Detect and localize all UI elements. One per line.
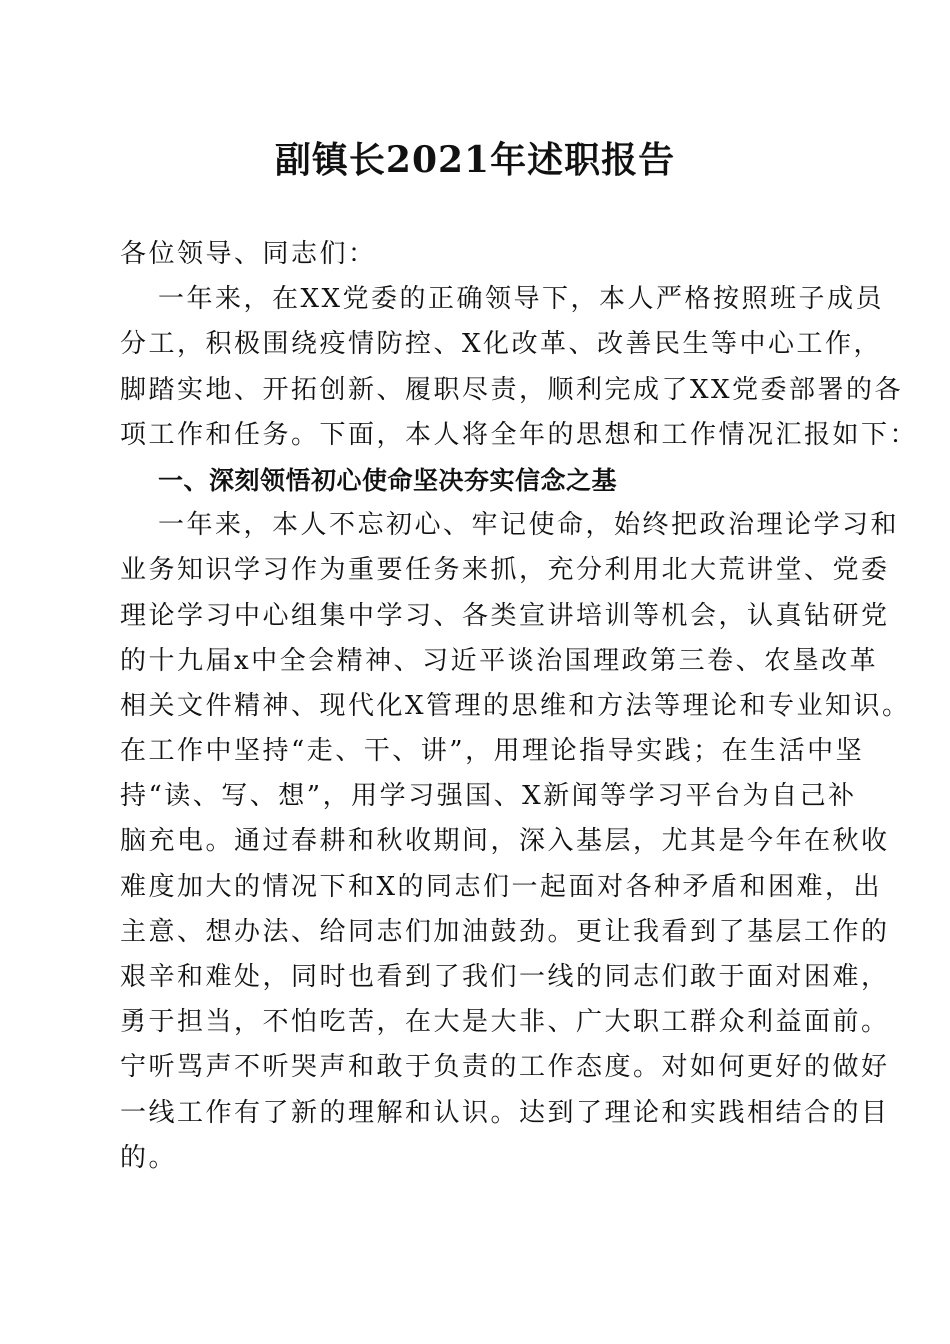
paragraph-line: 在工作中坚持“走、干、讲”，用理论指导实践；在生活中坚 bbox=[120, 736, 865, 767]
paragraph-line: 相关文件精神、现代化X管理的思维和方法等理论和专业知识。 bbox=[120, 690, 911, 721]
paragraph-line: 业务知识学习作为重要任务来抓，充分利用北大荒讲堂、党委 bbox=[120, 555, 890, 586]
paragraph-line: 难度加大的情况下和X的同志们一起面对各种矛盾和困难，出 bbox=[120, 871, 883, 902]
paragraph-line: 持“读、写、想”，用学习强国、X新闻等学习平台为自己补 bbox=[120, 781, 857, 812]
paragraph-line: 的十九届x中全会精神、习近平谈治国理政第三卷、农垦改革 bbox=[120, 645, 879, 676]
paragraph-line: 项工作和任务。下面，本人将全年的思想和工作情况汇报如下： bbox=[120, 419, 919, 450]
paragraph-line: 脚踏实地、开拓创新、履职尽责，顺利完成了XX党委部署的各 bbox=[120, 374, 904, 405]
paragraph-line: 一线工作有了新的理解和认识。达到了理论和实践相结合的目 bbox=[120, 1097, 890, 1128]
section-heading: 一、深刻领悟初心使命坚决夯实信念之基 bbox=[158, 465, 618, 495]
salutation: 各位领导、同志们： bbox=[120, 239, 377, 269]
paragraph-line: 脑充电。通过春耕和秋收期间，深入基层，尤其是今年在秋收 bbox=[120, 826, 890, 857]
paragraph-line: 一年来，本人不忘初心、牢记使命，始终把政治理论学习和 bbox=[158, 510, 900, 541]
document-title: 副镇长2021年述职报告 bbox=[274, 139, 676, 181]
paragraph-line: 一年来，在XX党委的正确领导下，本人严格按照班子成员 bbox=[158, 284, 885, 315]
paragraph-line: 艰辛和难处，同时也看到了我们一线的同志们敢于面对困难， bbox=[120, 962, 890, 992]
paragraph-line: 分工，积极围绕疫情防控、X化改革、改善民生等中心工作， bbox=[120, 329, 883, 360]
paragraph-line: 勇于担当，不怕吃苦，在大是大非、广大职工群众利益面前。 bbox=[120, 1007, 890, 1038]
paragraph-line: 主意、想办法、给同志们加油鼓劲。更让我看到了基层工作的 bbox=[120, 916, 890, 947]
paragraph-line: 的。 bbox=[120, 1142, 178, 1173]
paragraph-line: 宁听骂声不听哭声和敢于负责的工作态度。对如何更好的做好 bbox=[120, 1052, 890, 1083]
document-body bbox=[120, 232, 919, 1181]
paragraph-line: 理论学习中心组集中学习、各类宣讲培训等机会，认真钻研党 bbox=[120, 600, 890, 631]
